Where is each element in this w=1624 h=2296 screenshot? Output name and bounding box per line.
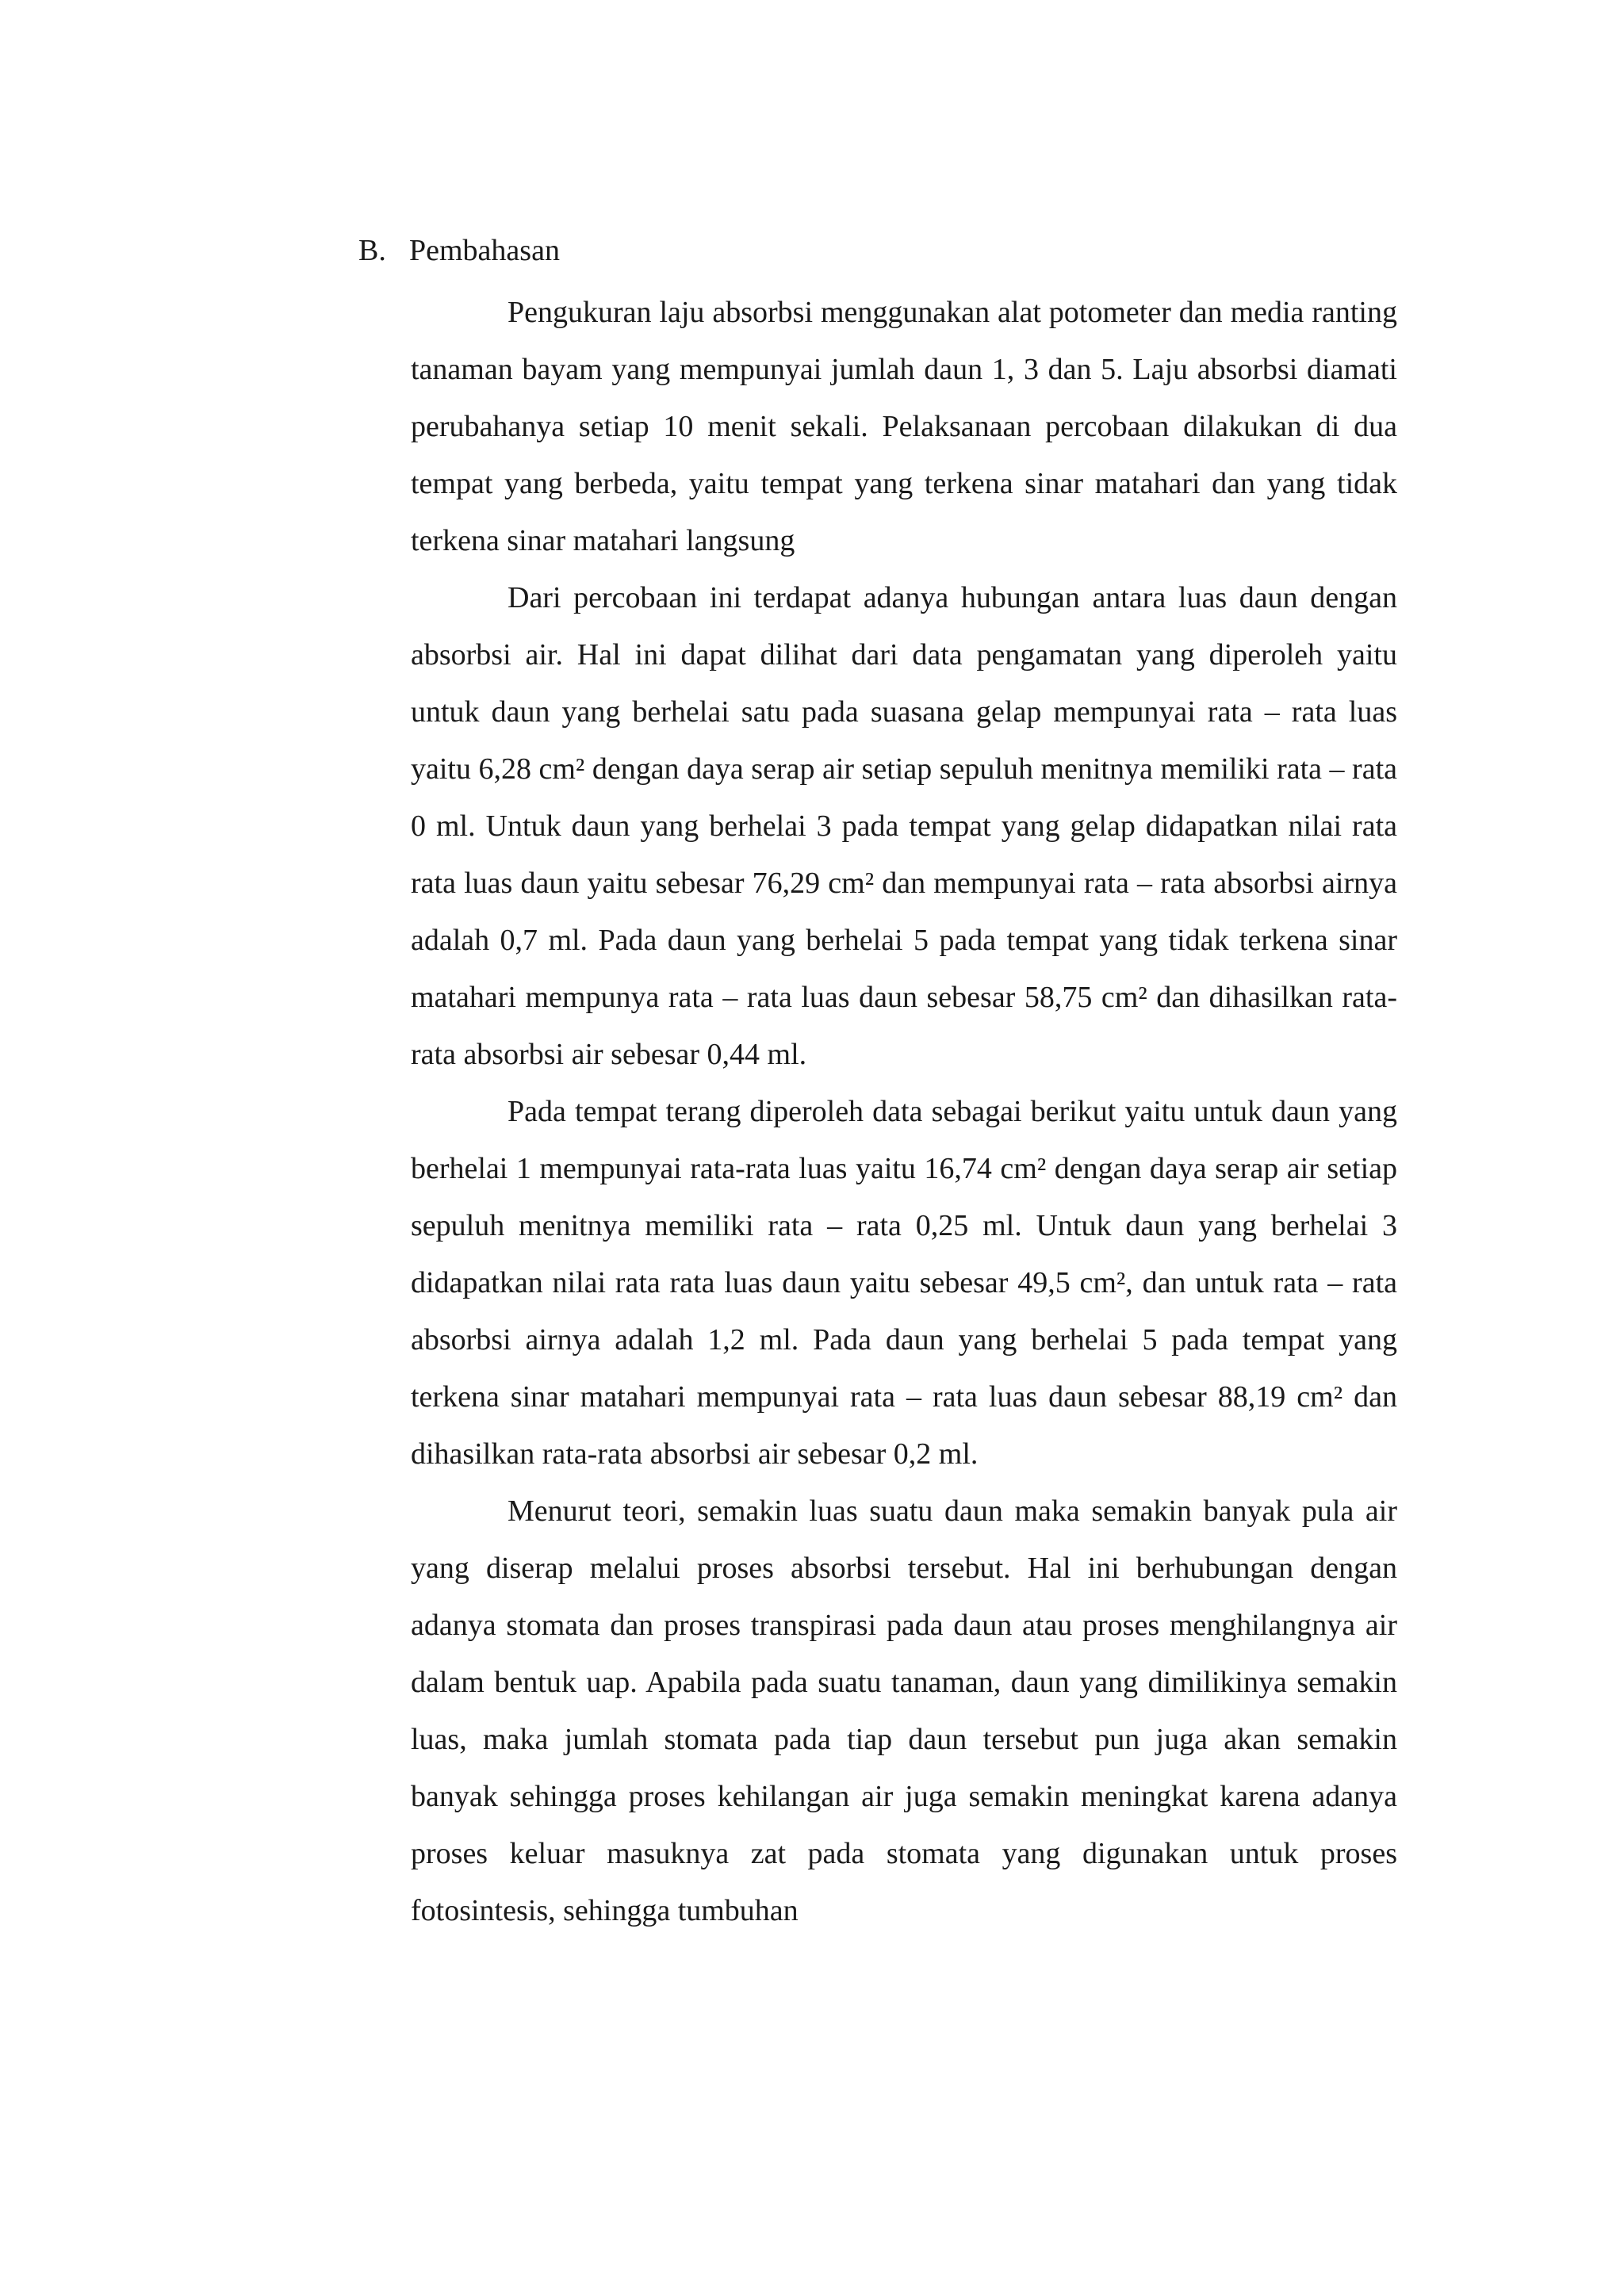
paragraph-4: Menurut teori, semakin luas suatu daun maka semakin banyak pula air yang diserap melalui proses absorbsi tersebut. Hal ini berhubungan dengan adanya stomata dan proses transpirasi pada daun atau proses menghilangnya air dalam bentuk uap. Apabila pada suatu tanaman, daun yang dimilikinya semakin luas, maka jumlah stomata pada tiap daun tersebut pun juga akan semakin banyak sehingga proses kehilangan air juga semakin meningkat karena adanya proses keluar masuknya zat pada stomata yang digunakan untuk proses fotosintesis, sehingga tumbuhan: [411, 1494, 1397, 1927]
paragraph-2: Dari percobaan ini terdapat adanya hubungan antara luas daun dengan absorbsi air. Hal ini dapat dilihat dari data pengamatan yang diperoleh yaitu untuk daun yang berhelai satu pada suasana gelap mempunyai rata – rata luas yaitu 6,28 cm² dengan daya serap air setiap sepuluh menitnya memiliki rata – rata 0 ml. Untuk daun yang berhelai 3 pada tempat yang gelap didapatkan nilai rata rata luas daun yaitu sebesar 76,29 cm² dan mempunyai rata – rata absorbsi airnya adalah 0,7 ml. Pada daun yang berhelai 5 pada tempat yang tidak terkena sinar matahari mempunya rata – rata luas daun sebesar 58,75 cm² dan dihasilkan rata-rata absorbsi air sebesar 0,44 ml.: [411, 581, 1397, 1071]
section-heading: [358, 227, 560, 274]
section-letter: B.: [358, 234, 386, 267]
paragraph-1: Pengukuran laju absorbsi menggunakan alat potometer dan media ranting tanaman bayam yang mempunyai jumlah daun 1, 3 dan 5. Laju absorbsi diamati perubahanya setiap 10 menit sekali. Pelaksanaan percobaan dilakukan di dua tempat yang berbeda, yaitu tempat yang terkena sinar matahari dan yang tidak terkena sinar matahari langsung: [411, 296, 1397, 557]
paragraph-3: Pada tempat terang diperoleh data sebagai berikut yaitu untuk daun yang berhelai 1 mempunyai rata-rata luas yaitu 16,74 cm² dengan daya serap air setiap sepuluh menitnya memiliki rata – rata 0,25 ml. Untuk daun yang berhelai 3 didapatkan nilai rata rata luas daun yaitu sebesar 49,5 cm², dan untuk rata – rata absorbsi airnya adalah 1,2 ml. Pada daun yang berhelai 5 pada tempat yang terkena sinar matahari mempunyai rata – rata luas daun sebesar 88,19 cm² dan dihasilkan rata-rata absorbsi air sebesar 0,2 ml.: [411, 1095, 1397, 1471]
section-title: Pembahasan: [409, 234, 560, 267]
body-text: [411, 284, 1397, 1939]
